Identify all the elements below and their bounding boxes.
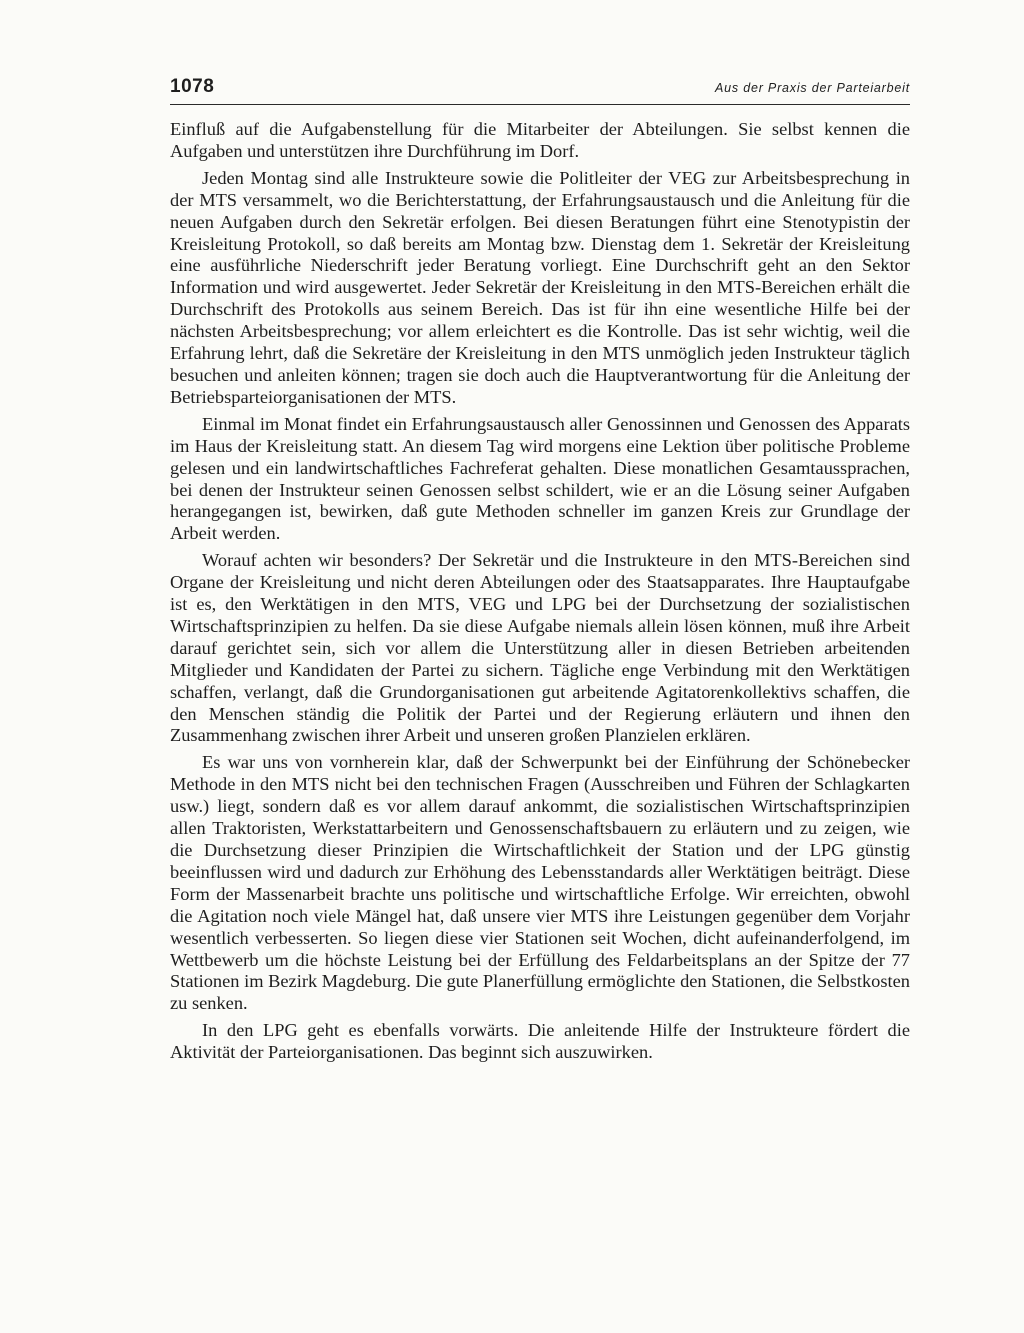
paragraph-4: Worauf achten wir besonders? Der Sekretär und die Instrukteure in den MTS-Bereichen sind Organe der Kreisleitung und nicht deren Abteilungen oder des Staatsapparates. Ihre Hauptaufgabe ist es, den Werktätigen in den MTS, VEG und LPG bei der Durchsetzung der sozialistischen Wirtschaftsprinzipien zu helfen. Da sie diese Aufgabe niemals allein lösen können, muß ihre Arbeit darauf gerichtet sein, sich vor allem die Unterstützung aller in diesen Betrieben arbeitenden Mitglieder und Kandidaten der Partei zu sichern. Tägliche enge Verbindung mit den Werktätigen schaffen, verlangt, daß die Grundorganisationen gut arbeitende Agitatorenkollektivs schaffen, die den Menschen ständig die Politik der Partei und der Regierung erläutern und ihnen den Zusammenhang zwischen ihrer Arbeit und unseren großen Planzielen erklären. bbox=[170, 550, 910, 746]
paragraph-2: Jeden Montag sind alle Instrukteure sowie die Politleiter der VEG zur Arbeitsbesprechung in der MTS versammelt, wo die Berichterstattung, der Erfahrungsaustausch und die Anleitung für die neuen Aufgaben durch den Sekretär erfolgen. Bei diesen Beratungen führt eine Stenotypistin der Kreisleitung Protokoll, so daß bereits am Montag bzw. Dienstag dem 1. Sekretär der Kreisleitung eine ausführliche Niederschrift jeder Beratung vorliegt. Eine Durchschrift geht an den Sektor Information und wird ausgewertet. Jeder Sekretär der Kreisleitung in den MTS-Bereichen erhält die Durchschrift des Protokolls aus seinem Bereich. Das ist für ihn eine wesentliche Hilfe bei der nächsten Arbeitsbesprechung; vor allem erleichtert es die Kontrolle. Das ist sehr wichtig, weil die Erfahrung lehrt, daß die Sekretäre der Kreisleitung in den MTS unmöglich jeden Instrukteur täglich besuchen und anleiten können; tragen sie doch auch die Hauptverantwortung für die Anleitung der Betriebsparteiorganisationen der MTS. bbox=[170, 167, 910, 407]
document-page bbox=[170, 76, 910, 1064]
paragraph-3: Einmal im Monat findet ein Erfahrungsaustausch aller Genossinnen und Genossen des Apparats im Haus der Kreisleitung statt. An diesem Tag wird morgens eine Lektion über politische Probleme gelesen und ein landwirtschaftliches Fachreferat gehalten. Diese monatlichen Gesamtaussprachen, bei denen der Instrukteur seinen Genossen selbst schildert, wie er an die Lösung seiner Aufgaben herangegangen ist, bewirken, daß gute Methoden schneller im ganzen Kreis zur Grundlage der Arbeit werden. bbox=[170, 413, 910, 544]
page-header bbox=[170, 76, 910, 105]
running-title: Aus der Praxis der Parteiarbeit bbox=[714, 81, 910, 95]
page-number: 1078 bbox=[170, 76, 215, 97]
paragraph-1: Einfluß auf die Aufgabenstellung für die Mitarbeiter der Abteilungen. Sie selbst kennen die Aufgaben und unterstützen ihre Durchführung im Dorf. bbox=[170, 119, 910, 161]
paragraph-6: In den LPG geht es ebenfalls vorwärts. Die anleitende Hilfe der Instrukteure fördert die Aktivität der Parteiorganisationen. Das beginnt sich auszuwirken. bbox=[170, 1020, 910, 1063]
body-text bbox=[170, 119, 910, 1064]
paragraph-5: Es war uns von vornherein klar, daß der Schwerpunkt bei der Einführung der Schönebecker Methode in den MTS nicht bei den technischen Fragen (Ausschreiben und Führen der Schlagkarten usw.) liegt, sondern daß es vor allem darauf ankommt, die sozialistischen Wirtschaftsprinzipien allen Traktoristen, Werkstattarbeitern und Genossenschaftsbauern zu erläutern und zu zeigen, wie die Durchsetzung dieser Prinzipien die Wirtschaftlichkeit der Station und der LPG günstig beeinflussen wird und dadurch zur Erhöhung des Lebensstandards aller Werktätigen beiträgt. Diese Form der Massenarbeit brachte uns politische und wirtschaftliche Erfolge. Wir erreichten, obwohl die Agitation noch viele Mängel hat, daß unsere vier MTS ihre Leistungen gegenüber dem Vorjahr wesentlich verbesserten. So liegen diese vier Stationen seit Wochen, dicht aufeinanderfolgend, im Wettbewerb um die höchste Leistung bei der Erfüllung des Feldarbeitsplans an der Spitze der 77 Stationen im Bezirk Magdeburg. Die gute Planerfüllung ermöglichte den Stationen, die Selbstkosten zu senken. bbox=[170, 752, 910, 1014]
